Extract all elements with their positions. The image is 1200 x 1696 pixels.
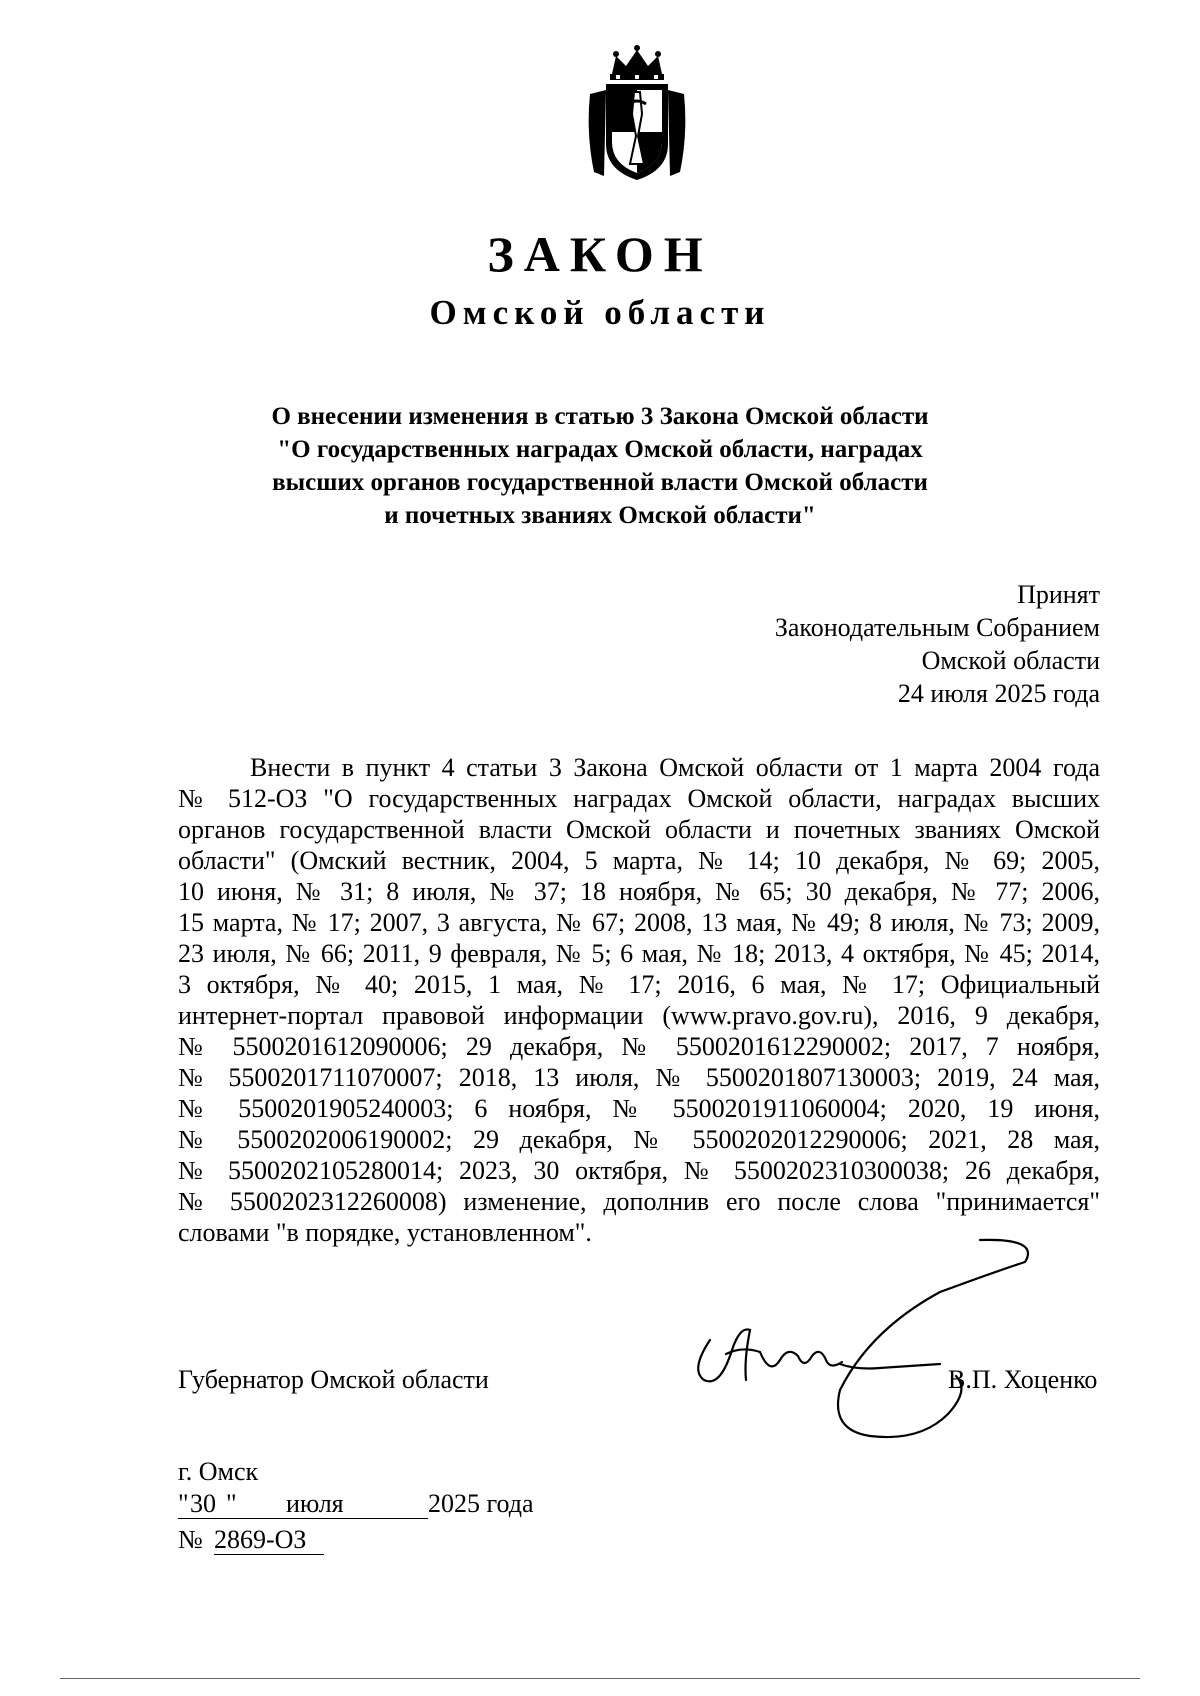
adoption-line: Принят [1017,580,1100,609]
law-number [178,1524,378,1564]
number-underline [214,1554,324,1555]
heading-line: "О государственных наградах Омской области, наградах [277,436,923,463]
heading-line: О внесении изменения в статью 3 Закона Омской области [271,403,929,430]
body-line: 10 июня, № 31; 8 июля, № 37; 18 ноября, № 65; 30 декабря, № 77; 2006, [178,877,1100,906]
body-line: 15 марта, № 17; 2007, 3 августа, № 67; 2008, 13 мая, № 49; 8 июля, № 73; 2009, [178,908,1100,937]
number-sign: № [178,1525,203,1554]
date-quote-open: " [178,1489,189,1518]
document-title: ЗАКОН [487,226,713,282]
body-line: органов государственной власти Омской области и почетных званиях Омской [178,815,1100,844]
date-day: 30 [190,1489,216,1518]
adoption-date: 24 июля 2025 года [897,679,1100,708]
date-underline [178,1518,428,1519]
body-line: № 5500201905240003; 6 ноября, № 5500201911060004; 2020, 19 июня, [178,1094,1100,1123]
governor-name: В.П. Хоценко [948,1365,1098,1394]
body-line: 3 октября, № 40; 2015, 1 мая, № 17; 2016, 6 мая, № 17; Официальный [178,970,1100,999]
body-line: интернет-портал правовой информации (www.pravo.gov.ru), 2016, 9 декабря, [178,1001,1100,1030]
governor-title: Губернатор Омской области [178,1365,489,1394]
body-line: № 5500201612090006; 29 декабря, № 5500201612290002; 2017, 7 ноября, [178,1032,1100,1061]
date-year: 2025 года [428,1489,534,1518]
body-line: № 5500201711070007; 2018, 13 июля, № 5500201807130003; 2019, 24 мая, [178,1063,1100,1092]
document-region: Омской области [429,293,771,332]
signing-city: г. Омск [178,1457,259,1486]
signature-mark [680,1230,1080,1450]
date-month: июля [286,1489,344,1518]
body-line: области" (Омский вестник, 2004, 5 марта, № 14; 10 декабря, № 69; 2005, [178,846,1100,875]
body-line: № 512-ОЗ "О государственных наградах Омской области, наградах высших [178,784,1100,813]
body-line: № 5500202312260008) изменение, дополнив его после слова "принимается" [178,1187,1100,1216]
body-line: словами "в порядке, установленном". [178,1218,592,1247]
law-body [178,752,1100,1248]
adoption-block [775,578,1100,710]
adoption-line: Омской области [921,646,1100,675]
body-line: № 5500202105280014; 2023, 30 октября, № 5500202310300038; 26 декабря, [178,1156,1100,1185]
number-value: 2869-ОЗ [214,1525,307,1554]
omsk-coat-of-arms-icon [582,44,692,184]
date-quote-close: " [226,1489,237,1518]
scan-edge-line [60,1678,1140,1679]
body-line: № 5500202006190002; 29 декабря, № 5500202012290006; 2021, 28 мая, [178,1125,1100,1154]
adoption-line: Законодательным Собранием [774,613,1100,642]
signing-date [178,1488,578,1528]
heading-line: высших органов государственной власти Омской области [272,469,928,496]
heading-line: и почетных званиях Омской области" [384,502,816,529]
body-line: Внести в пункт 4 статьи 3 Закона Омской области от 1 марта 2004 года [250,753,1100,782]
body-line: 23 июля, № 66; 2011, 9 февраля, № 5; 6 мая, № 18; 2013, 4 октября, № 45; 2014, [178,939,1100,968]
law-heading [220,400,980,532]
